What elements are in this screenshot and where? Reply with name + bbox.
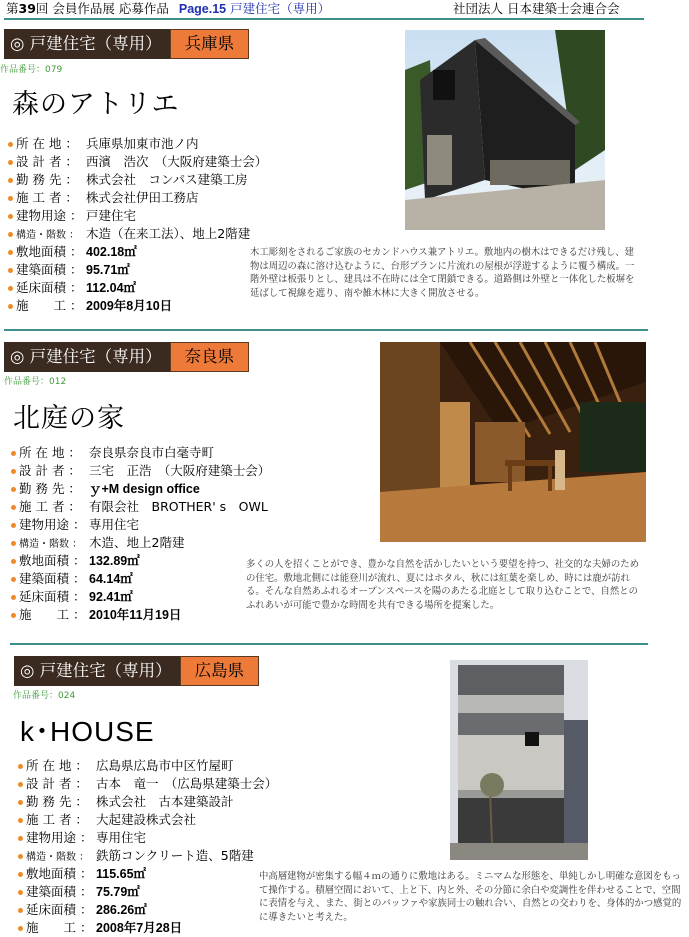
spec-designer: 設 計 者 ： 西濱 浩次 （大阪府建築士会） (8, 153, 267, 171)
work-number: 作品番号：012 (4, 377, 67, 387)
spec-structure: 構造・階数 ： 鉄筋コンクリート造、5階建 (18, 847, 277, 865)
category-banner (14, 656, 259, 686)
spec-location: 所 在 地 ： 奈良県奈良市白毫寺町 (11, 444, 270, 462)
page-label: Page.15 (178, 2, 227, 16)
work-description: 中高層建物が密集する幅４ｍの通りに敷地はある。ミニマムな形態を、単純しかし明確な意図をもって操作する。積層空間において、上と下、内と外、その分節に余白や変調性を伴わせることで、空間に表情を与え、また、街とのバッファや家族同士の触れ合い、自然との交わりを、身体的かつ感覚的に導きたいと考えた。 (259, 871, 682, 923)
prefecture-label: 兵庫県 (170, 29, 250, 59)
spec-office: 勤 務 先 ： 株式会社 古本建築設計 (18, 793, 277, 811)
spec-use: 建物用途 ： 戸建住宅 (8, 207, 267, 225)
spec-office: 勤 務 先 ： ｙ+M design office (11, 480, 270, 498)
section-rule (10, 643, 648, 645)
category-label: ◎ 戸建住宅（専用） (4, 342, 170, 372)
spec-list (8, 135, 267, 315)
spec-builder: 施 工 者 ： 株式会社伊田工務店 (8, 189, 267, 207)
work-description: 多くの人を招くことができ、豊かな自然を活かしたいという要望を持つ、社交的な夫婦のための住宅。敷地北側には能登川が流れ、夏にはホタル、秋には紅葉を楽しめ、時には鹿が訪れる。そんな自然あふれるオープンスペースを陽のあたる北庭として取り込むことで、自然とのふれあいが可能で豊かな時間を共有できる場所を提案した。 (246, 559, 640, 611)
spec-location: 所 在 地 ： 広島県広島市中区竹屋町 (18, 757, 277, 775)
category-label: ◎ 戸建住宅（専用） (4, 29, 170, 59)
spec-building-area: 建築面積 ： 64.14㎡ (11, 570, 270, 588)
spec-site-area: 敷地面積 ： 402.18㎡ (8, 243, 267, 261)
spec-building-area: 建築面積 ： 75.79㎡ (18, 883, 277, 901)
spec-completed: 施 工 ： 2008年7月28日 (18, 919, 277, 937)
category-banner (4, 342, 249, 372)
spec-structure: 構造・階数 ： 木造（在来工法）、地上2階建 (8, 225, 267, 243)
spec-use: 建物用途 ： 専用住宅 (18, 829, 277, 847)
spec-floor-area: 延床面積 ： 112.04㎡ (8, 279, 267, 297)
spec-floor-area: 延床面積 ： 92.41㎡ (11, 588, 270, 606)
page-header (0, 0, 689, 18)
header-category: 戸建住宅（専用） (230, 1, 331, 16)
spec-office: 勤 務 先 ： 株式会社 コンパス建築工房 (8, 171, 267, 189)
spec-builder: 施 工 者 ： 大起建設株式会社 (18, 811, 277, 829)
spec-builder: 施 工 者 ： 有限会社 BROTHER' s OWL (11, 498, 270, 516)
spec-designer: 設 計 者 ： 古本 竜一 （広島県建築士会） (18, 775, 277, 793)
section-rule (4, 329, 648, 331)
spec-floor-area: 延床面積 ： 286.26㎡ (18, 901, 277, 919)
work-title: 森のアトリエ (12, 89, 180, 120)
work-number: 作品番号：079 (0, 65, 63, 75)
spec-building-area: 建築面積 ： 95.71㎡ (8, 261, 267, 279)
spec-location: 所 在 地 ： 兵庫県加東市池ノ内 (8, 135, 267, 153)
black-gabled-house-photo (405, 30, 605, 230)
spec-list (11, 444, 270, 624)
spec-site-area: 敷地面積 ： 115.65㎡ (18, 865, 277, 883)
spec-completed: 施 工 ： 2009年8月10日 (8, 297, 267, 315)
exhibition-title: 第39回 会員作品展 応募作品 Page.15 戸建住宅（専用） (6, 1, 331, 16)
work-description: 木工彫刻をされるご家族のセカンドハウス兼アトリエ。敷地内の樹木はできるだけ残し、建物は周辺の森に溶け込むように、台形プランに片流れの屋根が浮遊するように覆う構成。一階外壁は板張りとし、建具は不在時には全て閉鎖できる。道路側は外壁と一体化した板塀を延ばして視線を遮り、南や雑木林に大きく開放させる。 (250, 247, 635, 299)
timber-interior-photo (380, 342, 646, 542)
spec-use: 建物用途 ： 専用住宅 (11, 516, 270, 534)
spec-designer: 設 計 者 ： 三宅 正浩 （大阪府建築士会） (11, 462, 270, 480)
concrete-tower-photo (450, 660, 588, 860)
prefecture-label: 広島県 (180, 656, 260, 686)
work-title: 北庭の家 (13, 403, 125, 434)
category-banner (4, 29, 249, 59)
spec-site-area: 敷地面積 ： 132.89㎡ (11, 552, 270, 570)
spec-list (18, 757, 277, 937)
header-rule (4, 18, 644, 20)
work-number: 作品番号：024 (13, 691, 76, 701)
spec-completed: 施 工 ： 2010年11月19日 (11, 606, 270, 624)
prefecture-label: 奈良県 (170, 342, 250, 372)
category-label: ◎ 戸建住宅（専用） (14, 656, 180, 686)
work-title: k･HOUSE (20, 716, 155, 747)
organization-name: 社団法人 日本建築士会連合会 (453, 1, 620, 16)
spec-structure: 構造・階数 ： 木造、地上2階建 (11, 534, 270, 552)
